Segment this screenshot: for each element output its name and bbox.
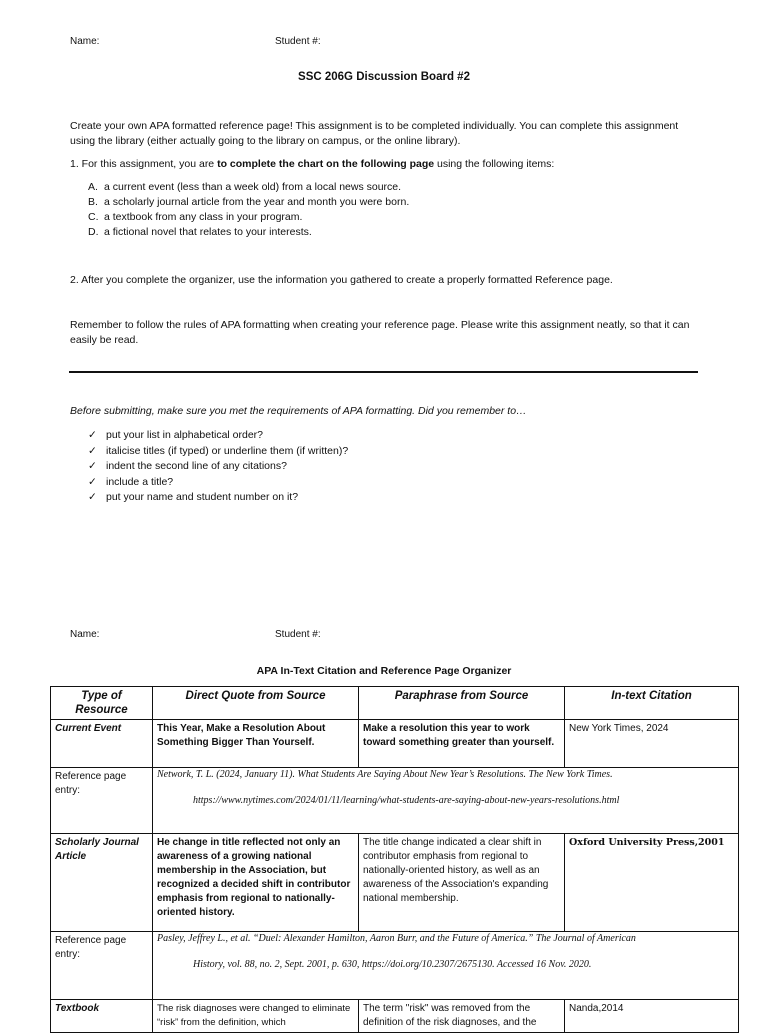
reference-line-2: History, vol. 88, no. 2, Sept. 2001, p. 630, https://doi.org/10.2307/2675130. Accessed 16 Nov. 2020. — [193, 959, 592, 970]
item-text: a textbook from any class in your program. — [104, 211, 303, 223]
cell-citation: Oxford University Press,2001 — [565, 834, 739, 932]
check-icon: ✓ — [88, 429, 97, 441]
item-marker: A. — [88, 181, 98, 193]
step-1-instruction — [70, 157, 700, 172]
list-item — [88, 210, 688, 225]
header-direct-quote: Direct Quote from Source — [153, 687, 359, 720]
cell-type: Scholarly Journal Article — [51, 834, 153, 932]
item-marker: C. — [88, 211, 99, 223]
reference-line-1: Pasley, Jeffrey L., et al. “Duel: Alexander Hamilton, Aaron Burr, and the Future of America.” The Journal of American — [157, 933, 636, 944]
cell-paraphrase: Make a resolution this year to work toward something greater than yourself. — [359, 720, 565, 768]
checklist — [88, 428, 688, 506]
section-divider — [69, 371, 698, 373]
item-list — [88, 180, 688, 240]
cell-quote: He change in title reflected not only an awareness of a growing national membership in the Association, but recognized a decided shift in contributor emphasis from regional to nationally-oriented history. — [153, 834, 359, 932]
checklist-item: ✓ put your list in alphabetical order? — [88, 428, 688, 444]
table-row-current-event-reference — [51, 768, 739, 834]
cell-citation: Nanda,2014 — [565, 1000, 739, 1033]
organizer-title: APA In-Text Citation and Reference Page Organizer — [256, 665, 512, 677]
cell-reference-entry — [153, 932, 739, 1000]
cell-reference-entry — [153, 768, 739, 834]
step-1-suffix: using the following items: — [434, 158, 555, 170]
item-marker: B. — [88, 196, 98, 208]
cell-quote: The risk diagnoses were changed to eliminate “risk” from the definition, which — [153, 1000, 359, 1033]
table-row-journal-reference — [51, 932, 739, 1000]
header-in-text-citation: In-text Citation — [565, 687, 739, 720]
list-item — [88, 180, 688, 195]
check-icon: ✓ — [88, 460, 97, 472]
cell-quote: This Year, Make a Resolution About Something Bigger Than Yourself. — [153, 720, 359, 768]
cell-type: Textbook — [51, 1000, 153, 1033]
citation-organizer-table — [50, 686, 739, 1033]
item-marker: D. — [88, 226, 99, 238]
check-icon: ✓ — [88, 475, 97, 488]
student-number-label: Student #: — [275, 36, 321, 47]
reminder-paragraph: Remember to follow the rules of APA formatting when creating your reference page. Please write this assignment neatly, so that it can easily be read. — [70, 319, 690, 346]
cell-paraphrase: The term "risk" was removed from the definition of the risk diagnoses, and the — [359, 1000, 565, 1033]
name-label: Name: — [70, 36, 100, 47]
check-icon: ✓ — [88, 444, 97, 457]
reference-line-2: https://www.nytimes.com/2024/01/11/learning/what-students-are-saying-about-new-years-resolutions.html — [193, 795, 620, 806]
intro-paragraph: Create your own APA formatted reference page! This assignment is to be completed individually. You can complete this assignment using the library (either actually going to the library on campus, or the online library). — [70, 120, 679, 147]
page-title: SSC 206G Discussion Board #2 — [298, 71, 470, 83]
table-header-row — [51, 687, 739, 720]
cell-paraphrase: The title change indicated a clear shift in contributor emphasis from regional to nationally-oriented history, as well as an awareness of the Association's expanding national membership. — [359, 834, 565, 932]
item-text: a scholarly journal article from the year and month you were born. — [104, 196, 410, 208]
checklist-intro: Before submitting, make sure you met the requirements of APA formatting. Did you remember to… — [70, 405, 527, 417]
header-paraphrase: Paraphrase from Source — [359, 687, 565, 720]
step-2-instruction: 2. After you complete the organizer, use the information you gathered to create a properly formatted Reference page. — [70, 274, 613, 286]
checklist-item: ✓ put your name and student number on it? — [88, 490, 688, 506]
checklist-item: ✓ indent the second line of any citations? — [88, 459, 688, 475]
cell-reference-label: Reference page entry: — [51, 932, 153, 1000]
table-row-textbook — [51, 1000, 739, 1033]
list-item — [88, 225, 688, 240]
step-1-prefix: 1. For this assignment, you are — [70, 158, 218, 170]
table-row-current-event — [51, 720, 739, 768]
cell-reference-label: Reference page entry: — [51, 768, 153, 834]
step-1-bold: to complete the chart on the following page — [217, 158, 435, 170]
checklist-item: ✓ italicise titles (if typed) or underline them (if written)? — [88, 444, 688, 460]
checklist-item: ✓ include a title? — [88, 475, 688, 491]
student-number-label-page-2: Student #: — [275, 629, 321, 640]
list-item — [88, 195, 688, 210]
item-text: a current event (less than a week old) from a local news source. — [104, 181, 402, 193]
cell-type: Current Event — [51, 720, 153, 768]
cell-citation: New York Times, 2024 — [565, 720, 739, 768]
reference-line-1: Network, T. L. (2024, January 11). What Students Are Saying About New Year’s Resolutions. The New York Times. — [157, 769, 613, 780]
table-row-journal — [51, 834, 739, 932]
item-text: a fictional novel that relates to your interests. — [104, 226, 312, 238]
header-type-of-resource: Type of Resource — [51, 687, 153, 720]
name-label-page-2: Name: — [70, 629, 100, 640]
check-icon: ✓ — [88, 491, 97, 503]
